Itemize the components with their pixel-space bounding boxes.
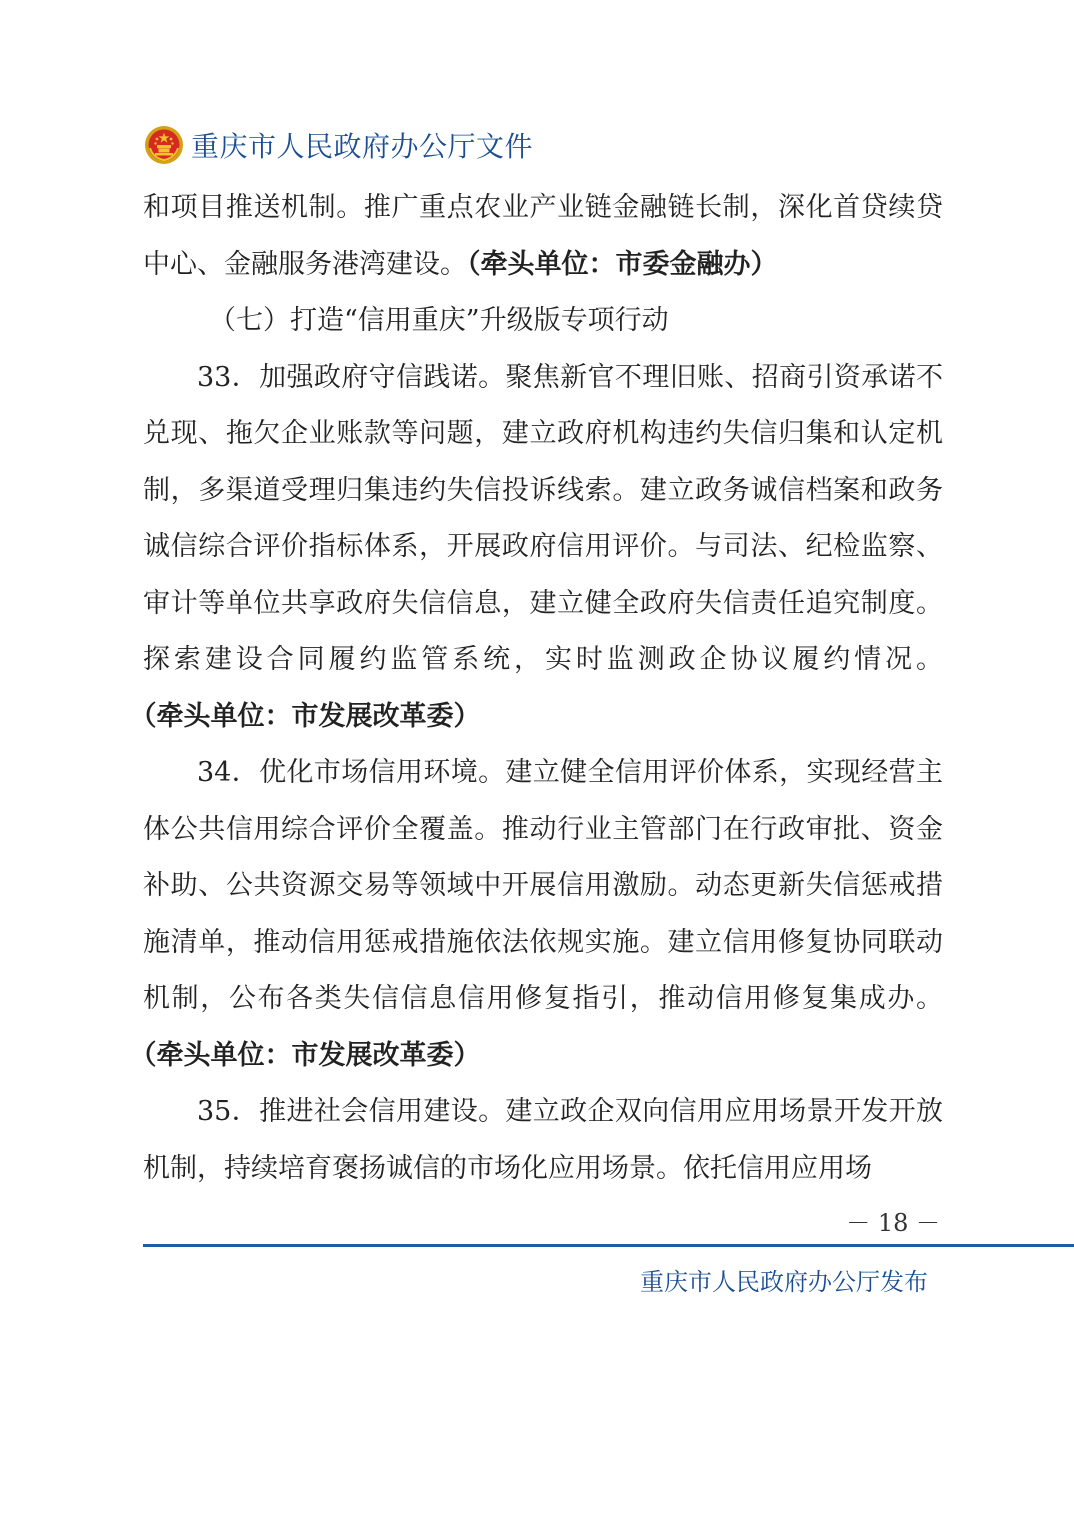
paragraph-text: 和项目推送机制。推广重点农业产业链金融链长制，深化首贷续贷中心、金融服务港湾建设。	[143, 192, 943, 280]
paragraph-34	[143, 745, 943, 1084]
lead-unit: （牵头单位：市发展改革委）	[143, 700, 481, 732]
lead-unit: （牵头单位：市委金融办）	[467, 248, 778, 280]
paragraph-33	[143, 350, 943, 746]
national-emblem-icon	[143, 124, 185, 166]
header-title: 重庆市人民政府办公厅文件	[191, 130, 534, 163]
paragraph-text: 34．优化市场信用环境。建立健全信用评价体系，实现经营主体公共信用综合评价全覆盖。推动行业主管部门在行政审批、资金补助、公共资源交易等领域中开展信用激励。动态更新失信惩戒措施清单，推动信用惩戒措施依法依规实施。建立信用修复协同联动机制，公布各类失信信息信用修复指引，推动信用修复集成办。	[143, 757, 943, 1014]
section-heading: （七）打造“信用重庆”升级版专项行动	[209, 305, 669, 336]
paragraph-text: 35．推进社会信用建设。建立政企双向信用应用场景开发开放机制，持续培育褒扬诚信的市场化应用场景。依托信用应用场	[143, 1096, 943, 1184]
paragraph-continuation	[143, 180, 943, 293]
footer-divider	[143, 1244, 1074, 1247]
lead-unit: （牵头单位：市发展改革委）	[143, 1039, 481, 1071]
paragraph-35	[143, 1084, 943, 1197]
document-header	[143, 120, 533, 170]
footer-publisher: 重庆市人民政府办公厅发布	[640, 1268, 928, 1296]
page-number: － 18 －	[846, 1209, 940, 1237]
document-body	[143, 180, 943, 1197]
paragraph-text: 33．加强政府守信践诺。聚焦新官不理旧账、招商引资承诺不兑现、拖欠企业账款等问题，建立政府机构违约失信归集和认定机制，多渠道受理归集违约失信投诉线索。建立政务诚信档案和政务诚信综合评价指标体系，开展政府信用评价。与司法、纪检监察、审计等单位共享政府失信信息，建立健全政府失信责任追究制度。探索建设合同履约监管系统，实时监测政企协议履约情况。	[143, 361, 943, 675]
